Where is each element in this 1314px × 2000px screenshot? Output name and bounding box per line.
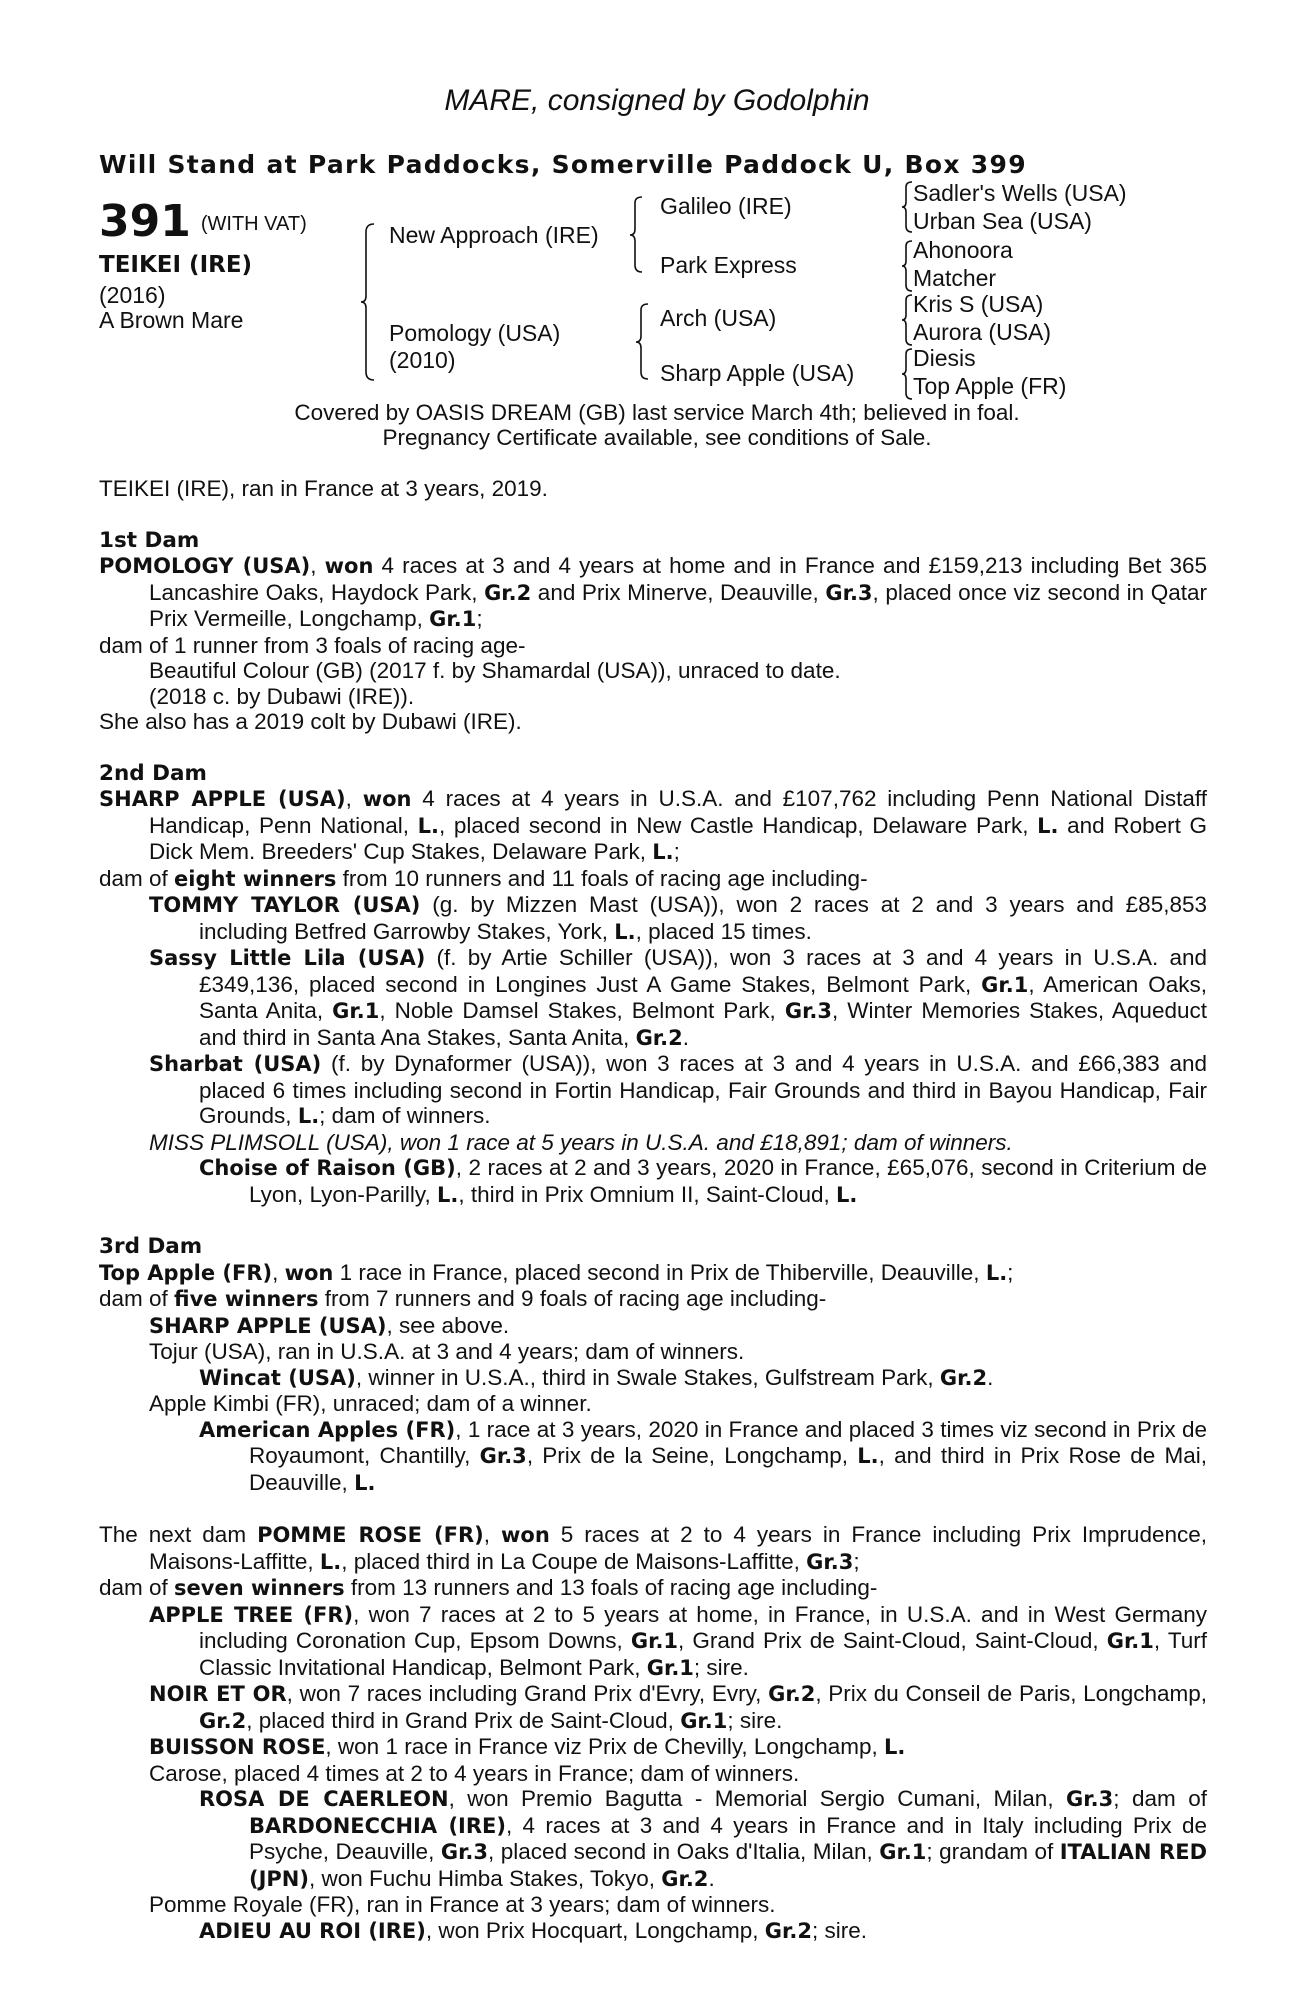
progeny-text: , won 7 races at 2 to 5 years at home, in France, in U.S.A. and in West Germany including Coronation Cup, Epsom Downs, (199, 1601, 1208, 1653)
dam2-text: , placed second in New Castle Handicap, Delaware Park, (438, 812, 1038, 838)
dam3-text: from 7 runners and 9 foals of racing age including- (318, 1286, 827, 1311)
listed-label: L. (319, 1549, 342, 1574)
pedigree-dam-sire: Arch (USA) (660, 305, 777, 331)
dam3-name: Top Apple (FR) (99, 1260, 273, 1285)
progeny-name: BARDONECCHIA (IRE) (249, 1813, 506, 1838)
progeny-text: , won Prix Hocquart, Longchamp, (425, 1917, 765, 1943)
listed-label: L. (884, 1735, 906, 1759)
dam4-name: POMME ROSE (FR) (257, 1523, 484, 1547)
progeny-text: , placed third in Grand Prix de Saint-Cloud, (246, 1707, 681, 1733)
progeny-name: SHARP APPLE (USA) (149, 1313, 387, 1338)
page-title: MARE, consigned by Godolphin (444, 84, 870, 117)
progeny-entry: MISS PLIMSOLL (USA), won 1 race at 5 years in U.S.A. and £18,891; dam of winners. (149, 1129, 1013, 1155)
dam1-won: won (324, 554, 374, 578)
progeny-text: ; grandam of (926, 1839, 1060, 1864)
dam1-text: and Prix Minerve, Deauville, (531, 579, 826, 605)
progeny-text: , placed second in Oaks d'Italia, Milan, (488, 1839, 880, 1864)
progeny-text: , and third in Prix Rose de Mai, Deauville, (249, 1443, 1207, 1495)
bracket-gen1 (360, 222, 380, 382)
progeny-text: (g. by Mizzen Mast (USA)), won 2 races at 2 and 3 years and £85,853 including Betfred Garrowby Stakes, York, (199, 892, 1208, 944)
grade-label: Gr.3 (825, 580, 873, 605)
pedigree-sdd: Matcher (913, 265, 997, 291)
progeny-name: ROSA DE CAERLEON (199, 1787, 449, 1811)
grade-label: Gr.3 (440, 1840, 489, 1864)
dam3-heading: 3rd Dam (99, 1234, 203, 1259)
progeny-text: , American Oaks, Santa Anita, (199, 971, 1208, 1023)
dam1-name: POMOLOGY (USA) (99, 554, 311, 578)
winners-count: eight winners (174, 866, 337, 891)
progeny-text: , Turf Classic Invitational Handicap, Belmont Park, (199, 1628, 1207, 1680)
dam3-record: Top Apple (FR), won 1 race in France, placed second in Prix de Thiberville, Deauville, L.; (99, 1259, 1014, 1285)
dam2-text: from 10 runners and 11 foals of racing age including- (336, 865, 868, 891)
progeny-name: American Apples (FR) (199, 1417, 456, 1442)
grade-label: Gr.3 (806, 1549, 854, 1574)
grade-label: Gr.2 (661, 1866, 709, 1891)
progeny-entry (99, 892, 1207, 945)
lot-number (99, 196, 307, 247)
progeny-name: ADIEU AU ROI (IRE) (199, 1918, 426, 1943)
covered-note: Covered by OASIS DREAM (GB) last service March 4th; believed in foal. (294, 400, 1020, 425)
listed-label: L. (417, 813, 439, 838)
intro-line: TEIKEI (IRE), ran in France at 3 years, 2019. (99, 476, 548, 501)
catalogue-body (99, 476, 1207, 1944)
pedigree-dsd: Aurora (USA) (913, 319, 1052, 345)
dam2-text: dam of (99, 865, 175, 891)
progeny-entry (99, 1051, 1207, 1130)
progeny-text: , won Premio Bagutta - Memorial Sergio Cumani, Milan, (448, 1786, 1067, 1811)
dam2-record: SHARP APPLE (USA), won 4 races at 4 years in U.S.A. and £107,762 including Penn National Distaff Handicap, Penn National, L., placed second in New Castle Handicap, Delaware Park, L. and Robert G Dick Mem. Breeders' Cup Stakes, Delaware Park, L.; (99, 786, 1208, 864)
dam1-heading: 1st Dam (99, 527, 200, 553)
lot-number-value: 391 (99, 196, 191, 247)
dam1-also: She also has a 2019 colt by Dubawi (IRE). (99, 709, 522, 734)
progeny-text: ; sire. (693, 1654, 749, 1680)
progeny-text: ; sire. (727, 1707, 783, 1733)
progeny-text: , 1 race at 3 years, 2020 in France and placed 3 times viz second in Prix de Royaumont, Chantilly, (249, 1416, 1207, 1468)
progeny-text: , winner in U.S.A., third in Swale Stakes, Gulfstream Park, (355, 1364, 940, 1390)
pedigree-dam-dam: Sharp Apple (USA) (660, 360, 855, 386)
dam2-text: and Robert G Dick Mem. Breeders' Cup Stakes, Delaware Park, (149, 812, 1208, 864)
pedigree-sss: Sadler's Wells (USA) (913, 180, 1127, 206)
listed-label: L. (437, 1182, 459, 1207)
progeny-text: , third in Prix Omnium II, Saint-Cloud, (458, 1181, 836, 1207)
progeny-name: APPLE TREE (FR) (149, 1602, 354, 1627)
vat-label: (WITH VAT) (200, 213, 307, 235)
progeny-name: Choise of Raison (GB) (199, 1156, 456, 1180)
progeny-name: Sharbat (USA) (149, 1052, 322, 1076)
progeny-entry (99, 1417, 1207, 1497)
grade-label: Gr.3 (1066, 1787, 1114, 1811)
progeny-text: , placed 15 times. (635, 918, 812, 944)
progeny-name: TOMMY TAYLOR (USA) (149, 893, 421, 917)
pedigree-ddd: Top Apple (FR) (913, 373, 1067, 399)
grade-label: Gr.2 (939, 1365, 988, 1390)
progeny-name: BUISSON ROSE (149, 1735, 326, 1759)
progeny-name: Wincat (USA) (199, 1365, 356, 1390)
grade-label: Gr.1 (879, 1840, 927, 1864)
progeny-text: , Noble Damsel Stakes, Belmont Park, (379, 998, 785, 1023)
pregnancy-note: Pregnancy Certificate available, see conditions of Sale. (382, 425, 932, 450)
dam2-heading: 2nd Dam (99, 760, 207, 786)
progeny-text: , won 7 races including Grand Prix d'Evry, Evry, (286, 1681, 769, 1706)
progeny-entry (99, 1365, 1207, 1392)
progeny-entry: Pomme Royale (FR), ran in France at 3 years; dam of winners. (149, 1892, 776, 1917)
grade-label: Gr.1 (332, 999, 380, 1023)
listed-label: L. (857, 1444, 879, 1468)
progeny-name: Sassy Little Lila (USA) (149, 946, 426, 970)
progeny-entry: Apple Kimbi (FR), unraced; dam of a winner. (149, 1391, 592, 1416)
listed-label: L. (354, 1470, 376, 1495)
progeny-text: ; dam of (1113, 1786, 1207, 1811)
dam4-damof (99, 1575, 1207, 1602)
progeny-text: (f. by Dynaformer (USA)), won 3 races at 3 and 4 years in U.S.A. and £66,383 and placed 6 times including second in Fortin Handicap, Fair Grounds and third in Bayou Handicap, Fair Grounds, (199, 1051, 1208, 1128)
progeny-text: , Grand Prix de Saint-Cloud, Saint-Cloud, (678, 1628, 1107, 1653)
dam4-text: from 13 runners and 13 foals of racing age including- (344, 1575, 878, 1600)
pedigree-dam: Pomology (USA) (389, 320, 561, 346)
dam2-text: ; (673, 839, 680, 864)
progeny-text: , Winter Memories Stakes, Aqueduct and third in Santa Ana Stakes, Santa Anita, (199, 998, 1207, 1050)
grade-label: Gr.1 (429, 607, 477, 631)
listed-label: L. (297, 1104, 320, 1128)
progeny-text: ; sire. (811, 1917, 867, 1943)
progeny-text: , Prix du Conseil de Paris, Longchamp, (815, 1681, 1208, 1706)
grade-label: Gr.3 (784, 999, 833, 1023)
dam1-text: 4 races at 3 and 4 years at home and in France and £159,213 including Bet 365 Lancashire Oaks, Haydock Park, (149, 553, 1207, 605)
progeny-entry (99, 1155, 1207, 1208)
grade-label: Gr.2 (764, 1918, 812, 1943)
progeny-text: . (682, 1024, 690, 1050)
pedigree-sire-sire: Galileo (IRE) (660, 193, 792, 219)
pedigree-sds: Ahonoora (913, 237, 1013, 263)
pedigree-sire-dam: Park Express (660, 252, 797, 278)
horse-description: A Brown Mare (99, 307, 244, 333)
progeny-entry (99, 1918, 1207, 1945)
pedigree-ssd: Urban Sea (USA) (913, 208, 1092, 234)
grade-label: Gr.3 (479, 1444, 527, 1468)
progeny-name: NOIR ET OR (149, 1682, 287, 1706)
stand-location: Will Stand at Park Paddocks, Somerville Paddock U, Box 399 (99, 150, 1027, 179)
dam2-won: won (362, 787, 412, 811)
dam1-progeny: Beautiful Colour (GB) (2017 f. by Shamardal (USA)), unraced to date. (149, 658, 841, 683)
progeny-text: , won 1 race in France viz Prix de Chevilly, Longchamp, (325, 1734, 884, 1759)
progeny-entry (99, 1786, 1207, 1892)
dam2-damof (99, 866, 1207, 893)
grade-label: Gr.1 (680, 1708, 728, 1733)
dam3-text: 1 race in France, placed second in Prix de Thiberville, Deauville, (333, 1259, 986, 1285)
progeny-text: . (987, 1364, 994, 1390)
pedigree-sire: New Approach (IRE) (389, 222, 599, 248)
grade-label: Gr.1 (981, 972, 1029, 997)
dam4-text: dam of (99, 1575, 175, 1600)
progeny-text: , see above. (386, 1312, 510, 1338)
winners-count: seven winners (174, 1576, 345, 1600)
listed-label: L. (985, 1260, 1008, 1285)
dam4-text: ; (853, 1548, 860, 1574)
dam4-won: won (501, 1523, 550, 1547)
grade-label: Gr.2 (484, 580, 532, 605)
dam2-text: 4 races at 4 years in U.S.A. and £107,762 including Penn National Distaff Handicap, Penn National, (149, 786, 1207, 838)
progeny-text: , Prix de la Seine, Longchamp, (526, 1443, 858, 1468)
listed-label: L. (835, 1182, 858, 1207)
pedigree-dds: Diesis (913, 345, 976, 371)
horse-name: TEIKEI (IRE) (99, 252, 253, 278)
dam1-damof: dam of 1 runner from 3 foals of racing age- (99, 632, 526, 658)
bracket-dam-line (636, 302, 656, 382)
dam4-text: The next dam (99, 1522, 258, 1547)
grade-label: Gr.1 (646, 1655, 694, 1680)
progeny-entry: Tojur (USA), ran in U.S.A. at 3 and 4 years; dam of winners. (149, 1339, 745, 1364)
listed-label: L. (652, 840, 674, 864)
grade-label: Gr.2 (199, 1708, 247, 1733)
bracket-sire-line (630, 195, 650, 275)
progeny-text: ; dam of winners. (319, 1103, 491, 1128)
progeny-text: , 2 races at 2 and 3 years, 2020 in France, £65,076, second in Criterium de Lyon, Lyon-Parilly, (249, 1155, 1207, 1207)
progeny-entry (99, 1734, 1207, 1761)
progeny-text: (f. by Artie Schiller (USA)), won 3 races at 3 and 4 years in U.S.A. and £349,136, placed second in Longines Just A Game Stakes, Belmont Park, (199, 945, 1207, 997)
dam4-record: The next dam POMME ROSE (FR), won 5 races at 2 to 4 years in France including Prix Imprudence, Maisons-Laffitte, L., placed third in La Coupe de Maisons-Laffitte, Gr.3; (99, 1522, 1207, 1574)
pedigree-dam-year: (2010) (389, 347, 456, 373)
dam4-text: , placed third in La Coupe de Maisons-Laffitte, (341, 1548, 807, 1574)
progeny-entry (99, 945, 1207, 1051)
progeny-text: , won Fuchu Himba Stakes, Tokyo, (308, 1865, 662, 1891)
dam1-record: POMOLOGY (USA), won 4 races at 3 and 4 years at home and in France and £159,213 including Bet 365 Lancashire Oaks, Haydock Park, Gr.2 and Prix Minerve, Deauville, Gr.3, placed once viz second in Qatar Prix Vermeille, Longchamp, Gr.1; (99, 553, 1207, 631)
progeny-entry (99, 1313, 1207, 1340)
grade-label: Gr.1 (1106, 1629, 1154, 1653)
dam1-progeny: (2018 c. by Dubawi (IRE)). (149, 683, 415, 709)
dam3-text: dam of (99, 1286, 175, 1311)
horse-year: (2016) (99, 282, 166, 308)
progeny-text: . (708, 1865, 715, 1891)
dam2-name: SHARP APPLE (USA) (99, 787, 346, 811)
progeny-entry (99, 1681, 1207, 1734)
progeny-entry (99, 1602, 1207, 1682)
dam3-damof (99, 1286, 1207, 1313)
grade-label: Gr.2 (635, 1025, 683, 1050)
progeny-text: , 4 races at 3 and 4 years in France and in Italy including Prix de Psyche, Deauville, (249, 1812, 1207, 1864)
progeny-name: ITALIAN RED (JPN) (249, 1840, 1208, 1891)
dam1-text: , placed once viz second in Qatar Prix Vermeille, Longchamp, (149, 579, 1207, 631)
dam4-text: 5 races at 2 to 4 years in France including Prix Imprudence, Maisons-Laffitte, (149, 1522, 1207, 1574)
dam3-text: ; (1007, 1259, 1014, 1285)
pedigree-dss: Kris S (USA) (913, 291, 1044, 317)
progeny-entry: Carose, placed 4 times at 2 to 4 years in France; dam of winners. (149, 1760, 800, 1786)
listed-label: L. (614, 919, 636, 944)
grade-label: Gr.2 (768, 1682, 816, 1706)
dam1-text: ; (476, 606, 483, 631)
grade-label: Gr.1 (630, 1629, 679, 1653)
listed-label: L. (1037, 813, 1059, 838)
winners-count: five winners (174, 1287, 319, 1311)
dam3-won: won (284, 1260, 334, 1285)
